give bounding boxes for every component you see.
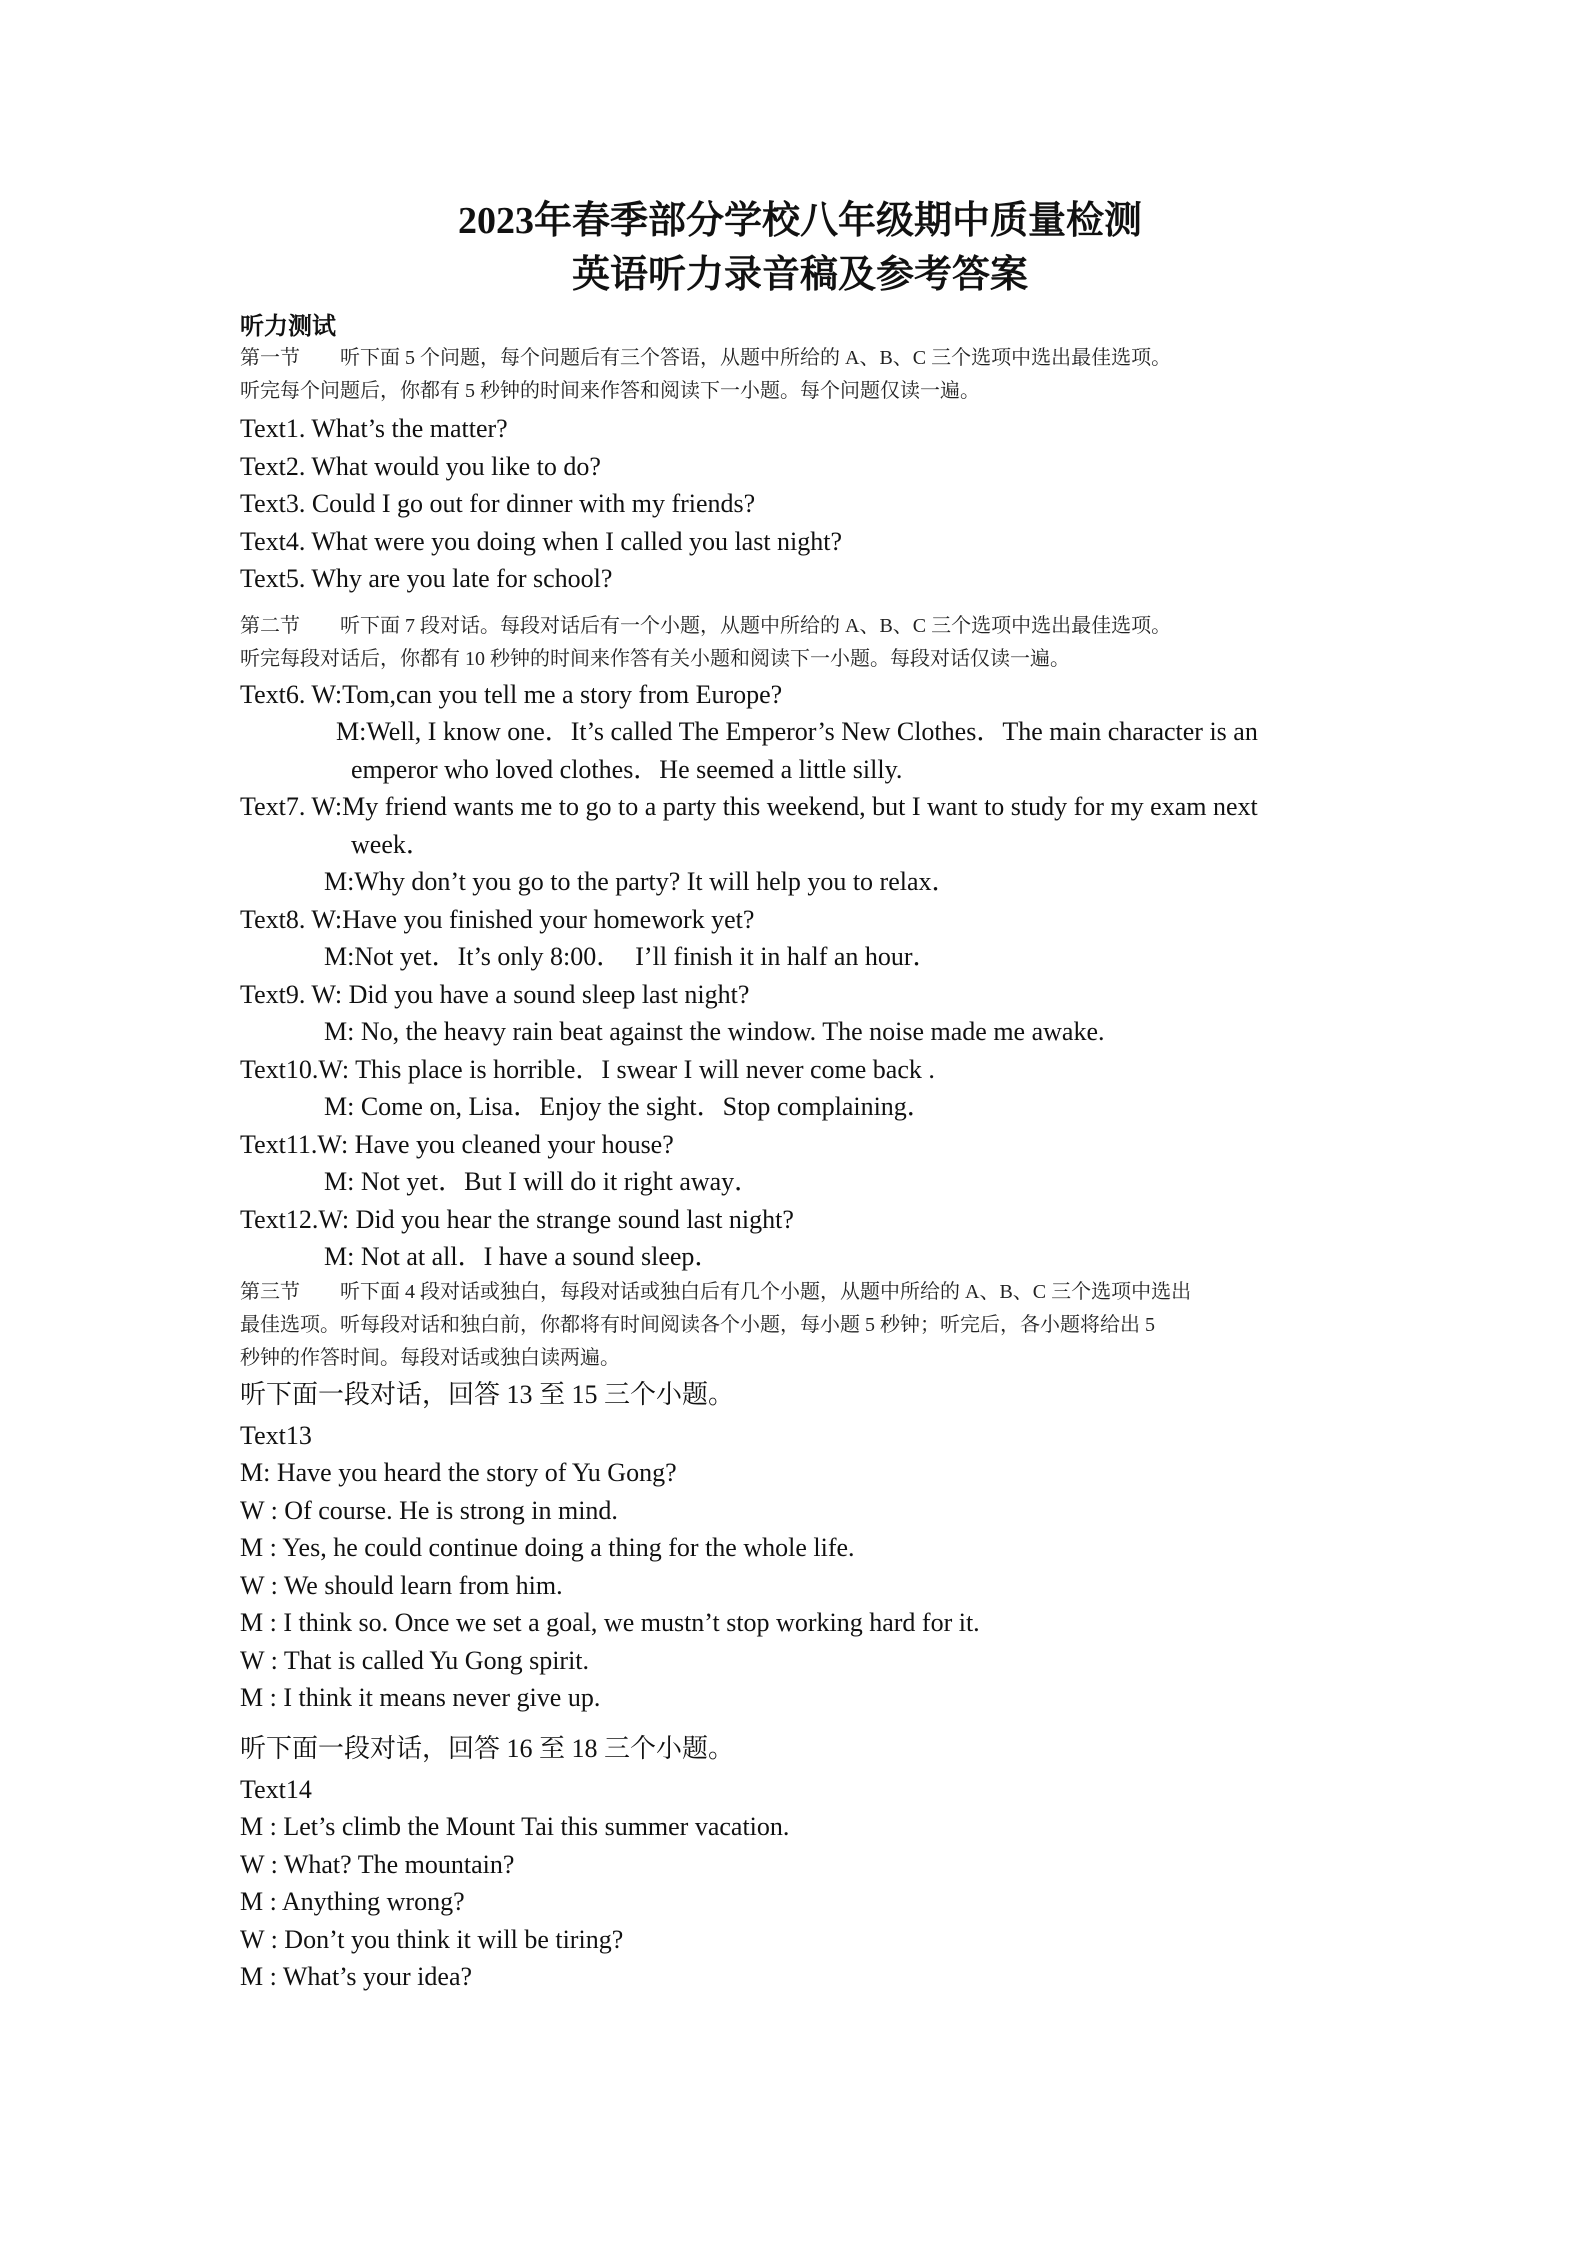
text-line: Text2. What would you like to do? xyxy=(240,451,601,481)
question-intro: 听下面一段对话，回答 16 至 18 三个小题。 xyxy=(240,1733,735,1763)
dialogue-line: week． xyxy=(351,829,432,859)
dialogue-line: M: Have you heard the story of Yu Gong? xyxy=(240,1458,677,1487)
dialogue-line: Text9. W: Did you have a sound sleep last night? xyxy=(240,979,750,1009)
dialogue-line: M : Anything wrong? xyxy=(240,1887,465,1916)
text-label: Text14 xyxy=(240,1774,312,1804)
part1-instruction: 第一节 听下面 5 个问题，每个问题后有三个答语，从题中所给的 A、B、C 三个选项中选出最佳选项。 听完每个问题后，你都有 5 秒钟的时间来作答和阅读下一小题。每个问题仅读一遍。 xyxy=(240,347,1172,402)
section-heading: 听力测试 xyxy=(240,314,336,340)
dialogue-line: Text10.W: This place is horrible．I swear I will never come back . xyxy=(240,1054,935,1084)
dialogue-line: M:Well, I know one．It’s called The Emperor’s New Clothes．The main character is an xyxy=(336,717,1258,746)
dialogue-line: W : Of course. He is strong in mind. xyxy=(240,1495,618,1525)
doc-subtitle: 英语听力录音稿及参考答案 xyxy=(571,254,1028,296)
dialogue-line: W : That is called Yu Gong spirit. xyxy=(240,1645,590,1675)
text-line: Text4. What were you doing when I called you last night? xyxy=(240,526,843,556)
text-line: Text1. What’s the matter? xyxy=(240,414,508,443)
question-intro: 听下面一段对话，回答 13 至 15 三个小题。 xyxy=(240,1379,735,1409)
dialogue-line: M:Why don’t you go to the party? It will help you to relax． xyxy=(324,867,958,896)
dialogue-line: emperor who loved clothes．He seemed a little silly. xyxy=(351,754,903,784)
dialogue-line: M : Yes, he could continue doing a thing for the whole life. xyxy=(240,1533,855,1562)
part2-instruction: 第二节 听下面 7 段对话。每段对话后有一个小题，从题中所给的 A、B、C 三个选项中选出最佳选项。 听完每段对话后，你都有 10 秒钟的时间来作答有关小题和阅读下一小题。每段对话仅读一遍。 xyxy=(240,614,1172,670)
dialogue-line: M: No, the heavy rain beat against the window. The noise made me awake. xyxy=(324,1017,1105,1046)
dialogue-line: W : What? The mountain? xyxy=(240,1849,515,1879)
dialogue-line: Text11.W: Have you cleaned your house? xyxy=(240,1129,674,1159)
dialogue-line: M : What’s your idea? xyxy=(240,1962,473,1991)
dialogue-line: M: Not at all．I have a sound sleep． xyxy=(324,1242,721,1271)
dialogue-line: Text7. W:My friend wants me to go to a party this weekend, but I want to study for my exam next xyxy=(240,792,1258,821)
text-line: Text3. Could I go out for dinner with my friends? xyxy=(240,489,756,518)
dialogue-line: W : We should learn from him. xyxy=(240,1570,563,1600)
part3-instruction: 第三节 听下面 4 段对话或独白，每段对话或独白后有几个小题，从题中所给的 A、B、C 三个选项中选出 最佳选项。听每段对话和独白前，你都将有时间阅读各个小题，每小题 5 秒钟；听完后，各小题将给出 5 秒钟的作答时间。每段对话或独白读两遍。 xyxy=(240,1280,1192,1369)
dialogue-line: W : Don’t you think it will be tiring? xyxy=(240,1924,624,1954)
dialogue-line: M : I think it means never give up. xyxy=(240,1683,601,1712)
dialogue-line: M: Not yet．But I will do it right away． xyxy=(324,1167,761,1196)
text-line: Text5. Why are you late for school? xyxy=(240,564,613,593)
dialogue-line: Text6. W:Tom,can you tell me a story from Europe? xyxy=(240,679,783,709)
dialogue-line: Text12.W: Did you hear the strange sound last night? xyxy=(240,1204,794,1234)
doc-title: 2023年春季部分学校八年级期中质量检测 xyxy=(457,200,1142,242)
dialogue-line: M : Let’s climb the Mount Tai this summer vacation. xyxy=(240,1812,790,1841)
dialogue-line: M : I think so. Once we set a goal, we mustn’t stop working hard for it. xyxy=(240,1608,980,1637)
dialogue-line: M: Come on, Lisa．Enjoy the sight．Stop complaining． xyxy=(324,1092,933,1121)
dialogue-line: Text8. W:Have you finished your homework yet? xyxy=(240,904,755,934)
dialogue-line: M:Not yet．It’s only 8:00． I’ll finish it in half an hour． xyxy=(324,942,939,971)
text-label: Text13 xyxy=(240,1420,312,1450)
document-page xyxy=(240,196,1360,1996)
